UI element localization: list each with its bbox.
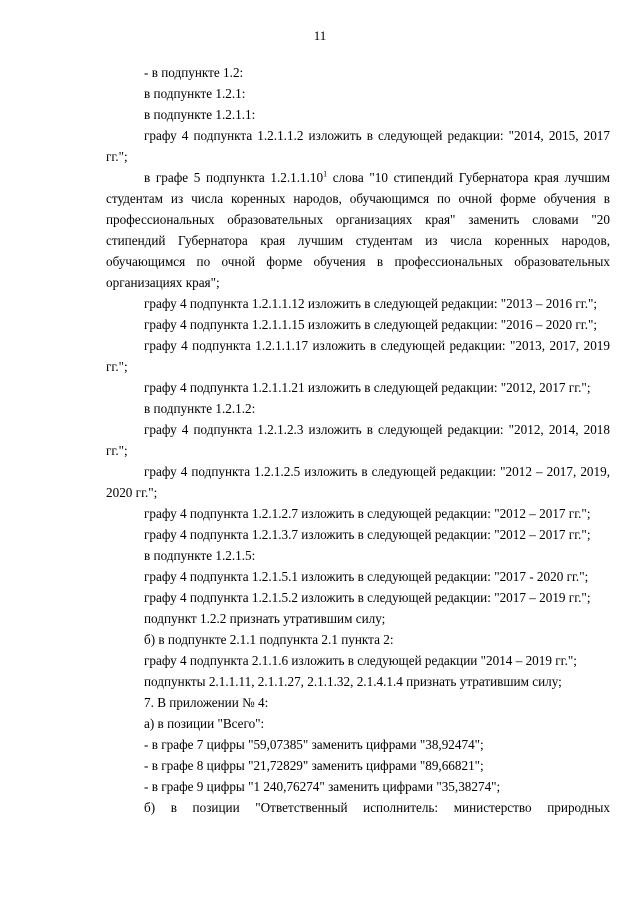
paragraph: - в графе 9 цифры "1 240,76274" заменить цифрами "35,38274"; xyxy=(144,779,501,794)
paragraph: графу 4 подпункта 1.2.1.1.17 изложить в следующей редакции: "2013, 2017, 2019 гг."; xyxy=(106,338,610,374)
paragraph: в подпункте 1.2.1.2: xyxy=(144,401,256,416)
paragraph: графу 4 подпункта 1.2.1.2.7 изложить в следующей редакции: "2012 – 2017 гг."; xyxy=(144,506,591,521)
paragraph: графу 4 подпункта 2.1.1.6 изложить в следующей редакции "2014 – 2019 гг."; xyxy=(144,653,577,668)
paragraph: графу 4 подпункта 1.2.1.5.2 изложить в следующей редакции: "2017 – 2019 гг."; xyxy=(144,590,591,605)
paragraph: - в графе 8 цифры "21,72829" заменить цифрами "89,66821"; xyxy=(144,758,484,773)
paragraph: графу 4 подпункта 1.2.1.1.12 изложить в следующей редакции: "2013 – 2016 гг."; xyxy=(144,296,598,311)
paragraph-text-end: слова "10 стипендий Губернатора края лучшим студентам из числа коренных народов, обучающимся по очной форме обучения в профессиональных образовательных организациях края" заменить словами "20 стипендий Губернатора края лучшим студентам из числа коренных народов, обучающимся по очной форме обучения в профессиональных образовательных организациях края"; xyxy=(106,170,610,290)
paragraph-with-footnote xyxy=(106,167,610,293)
paragraph: графу 4 подпункта 1.2.1.2.5 изложить в следующей редакции: "2012 – 2017, 2019, 2020 гг."; xyxy=(106,464,610,500)
paragraph: а) в позиции "Всего": xyxy=(144,716,265,731)
footnote-marker: 1 xyxy=(323,169,328,179)
paragraph: графу 4 подпункта 1.2.1.1.21 изложить в следующей редакции: "2012, 2017 гг."; xyxy=(144,380,591,395)
paragraph: 7. В приложении № 4: xyxy=(144,695,269,710)
paragraph: графу 4 подпункта 1.2.1.1.15 изложить в следующей редакции: "2016 – 2020 гг."; xyxy=(144,317,598,332)
paragraph: - в графе 7 цифры "59,07385" заменить цифрами "38,92474"; xyxy=(144,737,484,752)
paragraph-text-start: в графе 5 подпункта 1.2.1.1.10 xyxy=(144,170,324,185)
paragraph: - в подпункте 1.2: xyxy=(144,65,244,80)
paragraph: графу 4 подпункта 1.2.1.3.7 изложить в следующей редакции: "2012 – 2017 гг."; xyxy=(144,527,591,542)
paragraph: графу 4 подпункта 1.2.1.2.3 изложить в следующей редакции: "2012, 2014, 2018 гг."; xyxy=(106,422,610,458)
page-number: 11 xyxy=(313,28,327,43)
paragraph: графу 4 подпункта 1.2.1.5.1 изложить в следующей редакции: "2017 - 2020 гг."; xyxy=(144,569,589,584)
paragraph: в подпункте 1.2.1: xyxy=(144,86,246,101)
paragraph: в подпункте 1.2.1.5: xyxy=(144,548,256,563)
paragraph: подпункт 1.2.2 признать утратившим силу; xyxy=(144,611,386,626)
paragraph: б) в подпункте 2.1.1 подпункта 2.1 пункта 2: xyxy=(144,632,394,647)
document-body xyxy=(106,62,610,818)
paragraph: в подпункте 1.2.1.1: xyxy=(144,107,256,122)
paragraph: б) в позиции "Ответственный исполнитель: министерство природных xyxy=(144,800,610,815)
paragraph: графу 4 подпункта 1.2.1.1.2 изложить в следующей редакции: "2014, 2015, 2017 гг."; xyxy=(106,128,610,164)
paragraph: подпункты 2.1.1.11, 2.1.1.27, 2.1.1.32, 2.1.4.1.4 признать утратившим силу; xyxy=(144,674,562,689)
